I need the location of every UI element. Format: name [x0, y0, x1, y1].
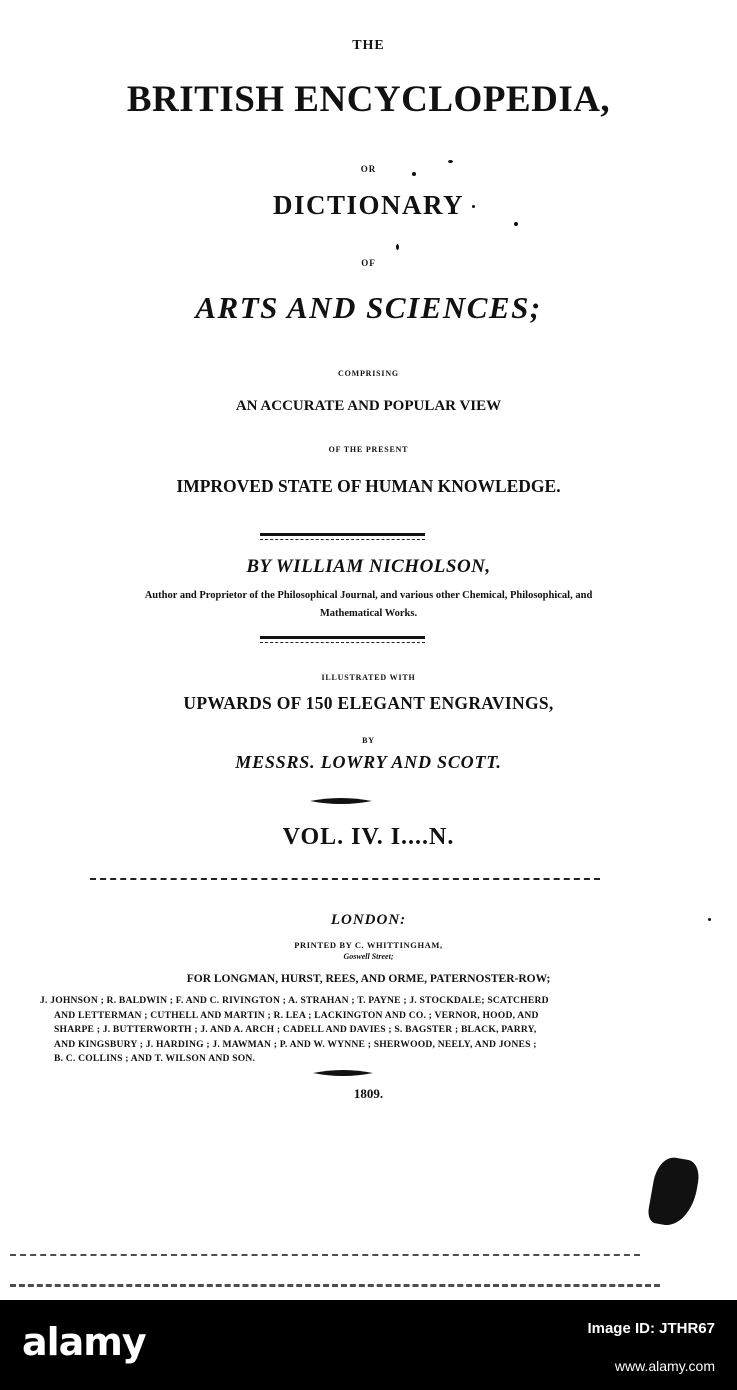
volume-line: VOL. IV. I....N.	[282, 824, 455, 850]
dashed-rule-lower	[90, 878, 600, 880]
edge-artifact-line	[10, 1284, 660, 1287]
booksellers-line: AND LETTERMAN ; CUTHELL AND MARTIN ; R. LEA ; LACKINGTON AND CO. ; VERNOR, HOOD, AND	[54, 1009, 539, 1021]
page-speck	[472, 205, 475, 208]
improved-state-line: IMPROVED STATE OF HUMAN KNOWLEDGE.	[176, 476, 561, 496]
booksellers-line: J. JOHNSON ; R. BALDWIN ; F. AND C. RIVINGTON ; A. STRAHAN ; T. PAYNE ; J. STOCKDALE; SCATCHERD	[40, 995, 549, 1006]
by-label: BY	[362, 736, 375, 745]
double-rule-top	[260, 533, 425, 536]
publishers-line: FOR LONGMAN, HURST, REES, AND ORME, PATERNOSTER-ROW;	[186, 973, 551, 985]
watermark-site-link[interactable]: www.alamy.com	[614, 1358, 715, 1374]
connector-or: OR	[360, 164, 377, 174]
booksellers-line: SHARPE ; J. BUTTERWORTH ; J. AND A. ARCH ; CADELL AND DAVIES ; S. BAGSTER ; BLACK, PARRY,	[54, 1024, 537, 1036]
dashed-rule-mid	[260, 642, 425, 643]
author-description-2: Mathematical Works.	[319, 608, 418, 619]
author-line: BY WILLIAM NICHOLSON,	[246, 556, 491, 577]
arts-sciences-title: ARTS AND SCIENCES;	[195, 290, 542, 325]
image-id-label: Image ID: JTHR67	[587, 1320, 715, 1337]
comprising-label: COMPRISING	[338, 369, 399, 378]
dictionary-title: DICTIONARY	[272, 190, 465, 220]
ink-smudge	[646, 1155, 701, 1230]
dashed-rule-top	[260, 539, 425, 540]
watermark-bar	[0, 1300, 737, 1390]
author-description-1: Author and Proprietor of the Philosophical Journal, and various other Chemical, Philosophical, and	[144, 590, 593, 601]
page-speck	[514, 222, 518, 226]
booksellers-line: AND KINGSBURY ; J. HARDING ; J. MAWMAN ; P. AND W. WYNNE ; SHERWOOD, NEELY, AND JONES ;	[54, 1038, 537, 1050]
printed-by-line: PRINTED BY C. WHITTINGHAM,	[294, 940, 443, 950]
illustrated-with-label: ILLUSTRATED WITH	[321, 673, 416, 682]
publication-year: 1809.	[353, 1086, 384, 1101]
engravings-line: UPWARDS OF 150 ELEGANT ENGRAVINGS,	[183, 693, 554, 713]
accurate-view-line: AN ACCURATE AND POPULAR VIEW	[235, 398, 502, 414]
page-speck	[412, 172, 416, 176]
of-the-present-label: OF THE PRESENT	[328, 445, 409, 454]
booksellers-line: B. C. COLLINS ; AND T. WILSON AND SON.	[54, 1053, 256, 1065]
printer-street-line: Goswell Street;	[343, 952, 394, 961]
double-rule-mid	[260, 636, 425, 639]
london-label: LONDON:	[330, 912, 407, 928]
page-speck	[448, 160, 453, 163]
edge-artifact-line	[10, 1254, 640, 1256]
booksellers-list	[40, 994, 640, 1067]
page-speck	[708, 918, 711, 921]
main-title: BRITISH ENCYCLOPEDIA,	[126, 79, 611, 120]
connector-of: OF	[361, 258, 376, 268]
heading-the: THE	[352, 38, 385, 53]
engravers-line: MESSRS. LOWRY AND SCOTT.	[235, 752, 502, 772]
watermark-logo: alamy	[22, 1320, 146, 1364]
page-speck	[396, 244, 399, 250]
